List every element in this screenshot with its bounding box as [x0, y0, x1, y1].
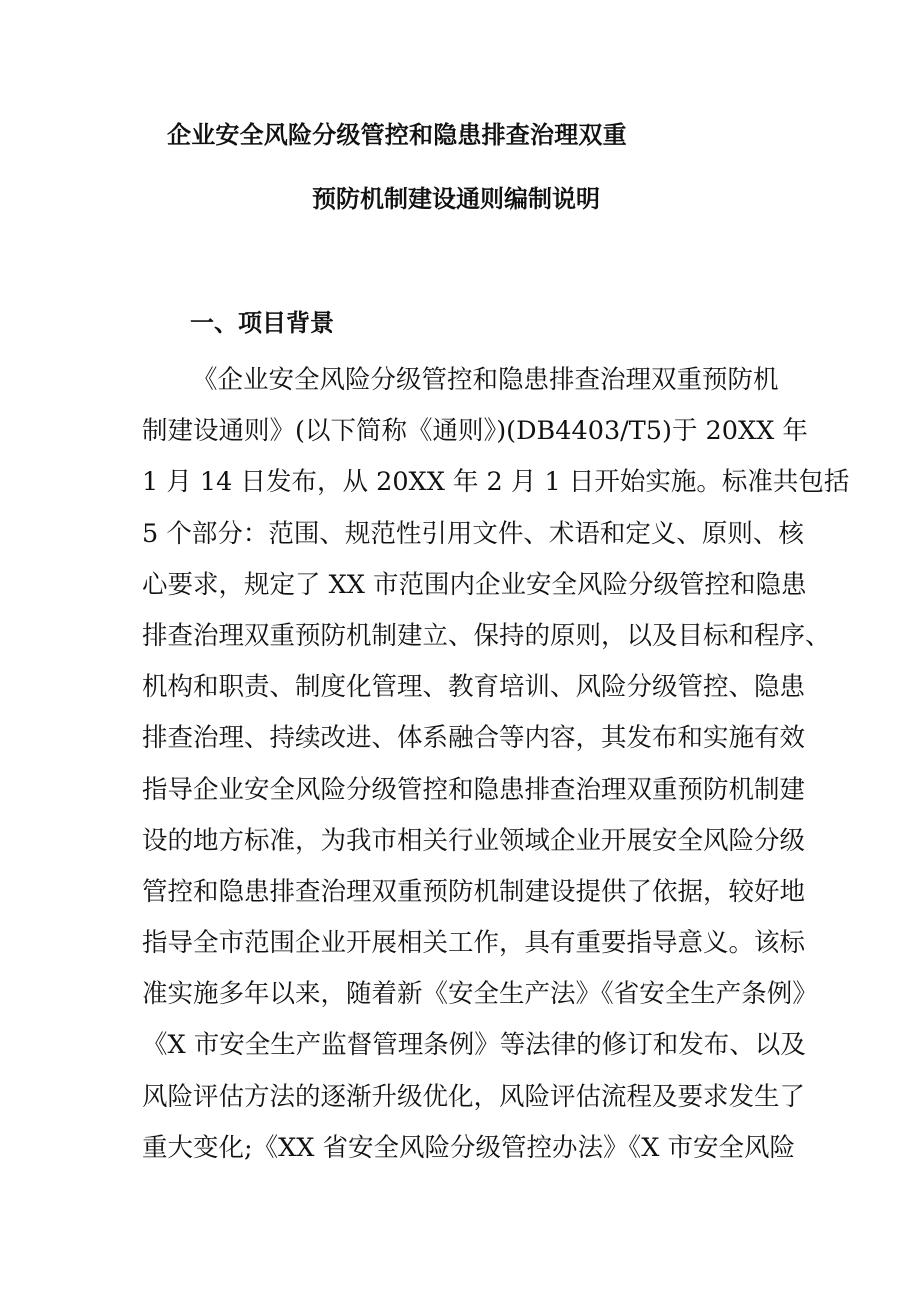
body-paragraph [142, 360, 850, 1179]
body-line: 5 个部分：范围、规范性引用文件、术语和定义、原则、核 [142, 518, 804, 549]
body-line: 制建设通则》(以下简称《通则》)(DB4403/T5)于 20XX 年 [142, 416, 808, 447]
body-line: 重大变化;《XX 省安全风险分级管控办法》《X 市安全风险 [142, 1132, 796, 1163]
body-line: 准实施多年以来，随着新《安全生产法》《省安全生产条例》 [142, 979, 818, 1010]
body-line: 排查治理双重预防机制建立、保持的原则，以及目标和程序、 [142, 620, 831, 651]
body-line: 管控和隐患排查治理双重预防机制建设提供了依据，较好地 [142, 876, 806, 907]
section-heading: 一、项目背景 [190, 309, 334, 337]
body-line: 指导企业安全风险分级管控和隐患排查治理双重预防机制建 [142, 774, 806, 805]
body-line: 《X 市安全生产监督管理条例》等法律的修订和发布、以及 [142, 1030, 806, 1061]
body-line: 1 月 14 日发布，从 20XX 年 2 月 1 日开始实施。标准共包括 [142, 467, 850, 498]
body-line: 排查治理、持续改进、体系融合等内容，其发布和实施有效 [142, 723, 806, 754]
body-line: 风险评估方法的逐渐升级优化，风险评估流程及要求发生了 [142, 1081, 806, 1112]
body-line: 《企业安全风险分级管控和隐患排查治理双重预防机 [192, 365, 779, 395]
body-line: 机构和职责、制度化管理、教育培训、风险分级管控、隐患 [142, 672, 806, 703]
document-title-line-1: 企业安全风险分级管控和隐患排查治理双重 [167, 121, 627, 149]
document-title-line-2: 预防机制建设通则编制说明 [312, 185, 600, 213]
body-line: 设的地方标准，为我市相关行业领域企业开展安全风险分级 [142, 825, 806, 856]
body-line: 指导全市范围企业开展相关工作，具有重要指导意义。该标 [142, 928, 806, 959]
body-line: 心要求，规定了 XX 市范围内企业安全风险分级管控和隐患 [142, 569, 807, 600]
